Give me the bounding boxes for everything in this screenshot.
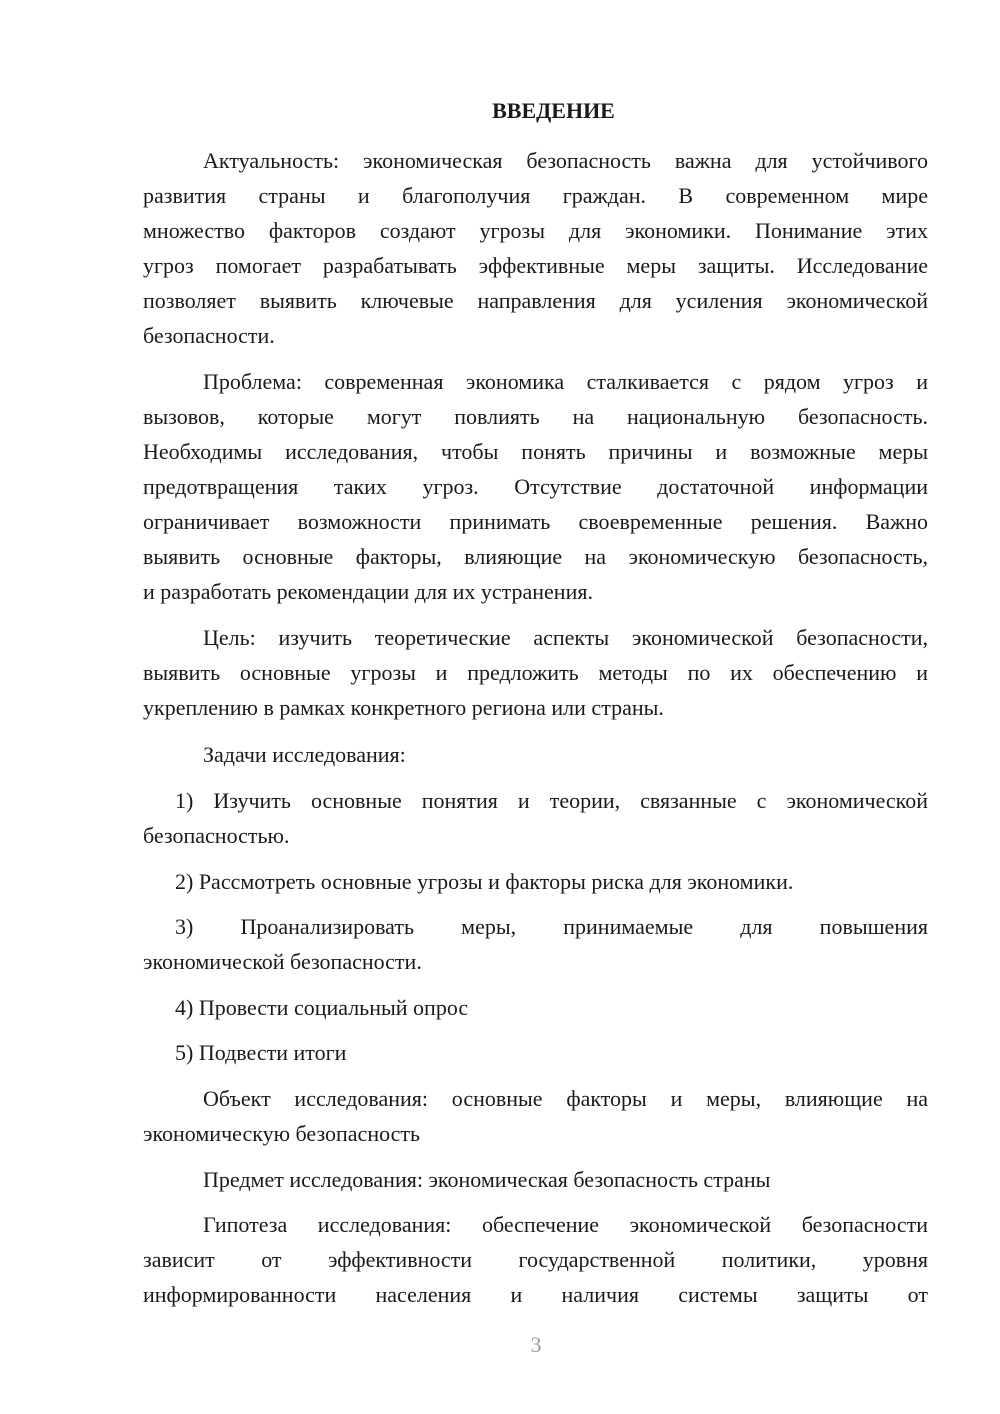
- paragraph-line: выявить основные факторы, влияющие на экономическую безопасность,: [143, 544, 928, 569]
- section-title: ВВЕДЕНИЕ: [492, 98, 615, 123]
- paragraph-line: Актуальность: экономическая безопасность важна для устойчивого: [203, 148, 928, 173]
- task-line: 3) Проанализировать меры, принимаемые для повышения: [175, 914, 928, 939]
- paragraph-line: безопасности.: [143, 323, 275, 348]
- paragraph-line: и разработать рекомендации для их устранения.: [143, 579, 593, 604]
- paragraph-line: предотвращения таких угроз. Отсутствие достаточной информации: [143, 474, 928, 499]
- paragraph-line: Необходимы исследования, чтобы понять причины и возможные меры: [143, 439, 928, 464]
- paragraph-line: Цель: изучить теоретические аспекты экономической безопасности,: [203, 625, 928, 650]
- paragraph-line: Предмет исследования: экономическая безопасность страны: [203, 1167, 771, 1192]
- paragraph-line: Объект исследования: основные факторы и меры, влияющие на: [203, 1086, 928, 1111]
- paragraph-line: Гипотеза исследования: обеспечение экономической безопасности: [203, 1212, 928, 1237]
- paragraph-line: Проблема: современная экономика сталкивается с рядом угроз и: [203, 369, 928, 394]
- paragraph-line: информированности населения и наличия системы защиты от: [143, 1282, 928, 1307]
- task-line: экономической безопасности.: [143, 949, 422, 974]
- paragraph-line: множество факторов создают угрозы для экономики. Понимание этих: [143, 218, 928, 243]
- paragraph-line: угроз помогает разрабатывать эффективные меры защиты. Исследование: [143, 253, 928, 278]
- page-number: 3: [530, 1332, 542, 1357]
- paragraph-line: экономическую безопасность: [143, 1121, 421, 1146]
- task-line: 4) Провести социальный опрос: [175, 995, 469, 1020]
- paragraph-line: развития страны и благополучия граждан. В современном мире: [143, 183, 928, 208]
- task-line: 1) Изучить основные понятия и теории, связанные с экономической: [175, 788, 928, 813]
- paragraph-line: позволяет выявить ключевые направления для усиления экономической: [143, 288, 928, 313]
- tasks-heading: Задачи исследования:: [203, 742, 406, 767]
- paragraph-line: ограничивает возможности принимать своевременные решения. Важно: [143, 509, 928, 534]
- paragraph-line: выявить основные угрозы и предложить методы по их обеспечению и: [143, 660, 928, 685]
- paragraph-line: вызовов, которые могут повлиять на национальную безопасность.: [143, 404, 928, 429]
- task-line: 5) Подвести итоги: [175, 1040, 347, 1065]
- task-line: безопасностью.: [143, 823, 290, 848]
- task-line: 2) Рассмотреть основные угрозы и факторы риска для экономики.: [175, 869, 794, 894]
- paragraph-line: зависит от эффективности государственной политики, уровня: [143, 1247, 928, 1272]
- paragraph-line: укреплению в рамках конкретного региона или страны.: [143, 695, 664, 720]
